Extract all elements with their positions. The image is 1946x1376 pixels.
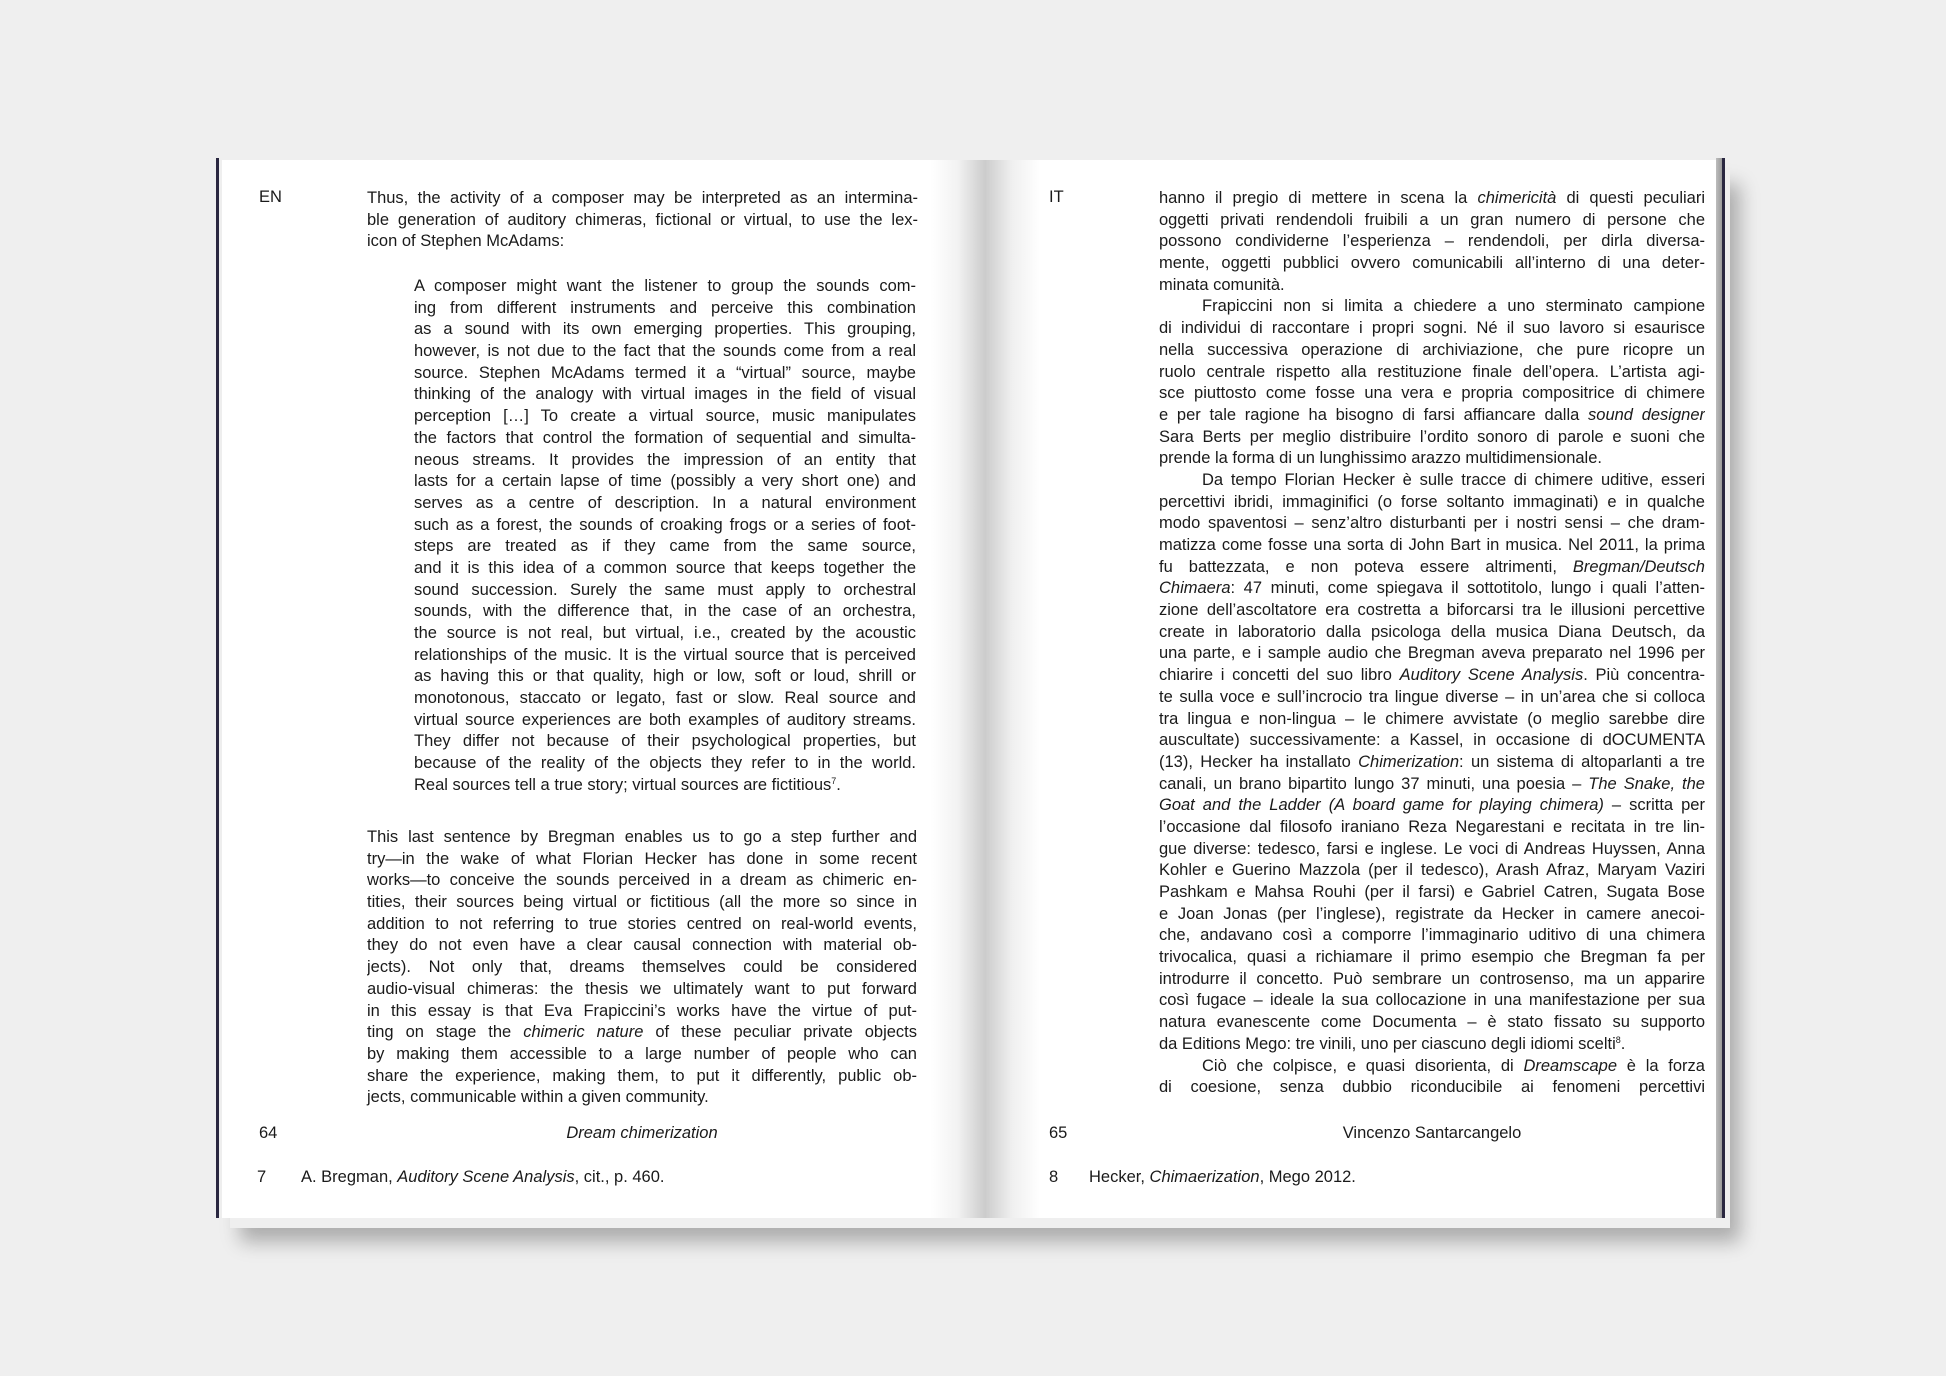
text-run: sce piuttosto come fosse una vera e propria compositrice di chimere (1159, 384, 1705, 403)
text-run: jects). Not only that, dreams themselves could be considered (367, 958, 917, 977)
text-run: however, is not due to the fact that the sounds come from a real (414, 342, 916, 361)
text-run: sounds, with the difference that, in the case of an orchestra, (414, 602, 916, 621)
text-line (1159, 709, 1705, 731)
text-run: and it is this idea of a common source that keeps together the (414, 558, 916, 577)
language-label-it: IT (1049, 188, 1064, 206)
text-line (1159, 535, 1705, 557)
text-run: : 47 minuti, come spiegava il sottotitolo, lungo i quali l’atten- (1230, 579, 1705, 598)
text-run: nella successiva operazione di archiviazione, che pure ricopre un (1159, 340, 1705, 359)
text-line (414, 493, 916, 515)
text-line (1159, 492, 1705, 514)
text-run: of these peculiar private objects (643, 1023, 917, 1042)
text-run: because of the reality of the objects they refer to in the world. (414, 754, 916, 773)
text-run: Thus, the activity of a composer may be interpreted as an intermina- (367, 189, 918, 207)
text-run: è la forza (1617, 1056, 1705, 1075)
text-run: e Joan Jonas (per l’inglese), registrate da Hecker in camere anecoi- (1159, 904, 1705, 923)
text-run: modo spaventosi – senz’altro disturbanti per i nostri sensi – che dram- (1159, 514, 1705, 533)
text-line (367, 957, 917, 979)
block-quote (414, 276, 916, 797)
text-line (414, 558, 916, 580)
text-line (367, 892, 917, 914)
text-run: try—in the wake of what Florian Hecker has done in some recent (367, 849, 917, 868)
text-line (1159, 795, 1705, 817)
text-run: di coesione, senza dubbio riconducibile ai fenomeni percettivi (1159, 1078, 1705, 1097)
text-run: jects, communicable within a given community. (367, 1088, 709, 1107)
text-line (1159, 1077, 1705, 1099)
text-line (1159, 470, 1705, 492)
text-run: hanno il pregio di mettere in scena la (1159, 189, 1478, 207)
text-line (367, 188, 918, 210)
text-line (1159, 1056, 1705, 1078)
footnote-reference: 7 (831, 775, 837, 786)
italic-text: sound designer (1588, 405, 1705, 424)
text-run: A composer might want the listener to group the sounds com- (414, 277, 916, 295)
text-run: fu battezzata, e non poteva essere altrimenti, (1159, 557, 1573, 576)
footnote-text-left (301, 1168, 665, 1187)
text-run: This last sentence by Bregman enables us to go a step further and (367, 828, 917, 846)
text-run: Real sources tell a true story; virtual sources are fictitious (414, 775, 832, 794)
text-run: Hecker, (1089, 1168, 1150, 1186)
text-line (414, 384, 916, 406)
text-line (414, 710, 916, 732)
text-run: steps are treated as if they came from the same source, (414, 537, 916, 556)
italic-text: Auditory Scene Analysis (397, 1168, 575, 1186)
text-run: share the experience, making them, to put it differently, public ob- (367, 1066, 917, 1085)
text-run: source. Stephen McAdams termed it a “virtual” source, maybe (414, 363, 916, 382)
italic-text: Auditory Scene Analysis (1399, 666, 1584, 685)
text-line (1159, 210, 1705, 232)
text-line (367, 870, 917, 892)
text-line (414, 623, 916, 645)
text-line (414, 341, 916, 363)
text-line (414, 580, 916, 602)
text-run: by making them accessible to a large number of people who can (367, 1044, 917, 1063)
text-line (414, 536, 916, 558)
italic-text: Chimaera (1159, 579, 1231, 598)
text-run: icon of Stephen McAdams: (367, 232, 565, 251)
text-line (414, 471, 916, 493)
text-line (414, 406, 916, 428)
footnote-text-right (1089, 1168, 1356, 1187)
italic-text: Goat and the Ladder (A board game for playing chimera) (1159, 796, 1604, 815)
text-run: relationships of the music. It is the virtual source that is perceived (414, 645, 916, 664)
text-run: trivocalica, quasi a richiamare il primo esempio che Bregman fa per (1159, 948, 1705, 967)
text-run: Sara Berts per meglio distribuire l’ordito sonoro di parole e suoni che (1159, 427, 1705, 446)
text-line (1159, 1012, 1705, 1034)
text-line (1159, 752, 1705, 774)
text-line (414, 666, 916, 688)
text-run: Frapiccini non si limita a chiedere a uno sterminato campione (1202, 297, 1705, 316)
text-line (1159, 990, 1705, 1012)
text-line (1159, 600, 1705, 622)
text-run: ruolo centrale rispetto alla restituzione finale dell’opera. L’artista agi- (1159, 362, 1705, 381)
body-paragraph (367, 827, 917, 1109)
text-line (367, 1044, 917, 1066)
text-line (1159, 362, 1705, 384)
italic-text: chimeric nature (523, 1023, 644, 1042)
text-line (1159, 340, 1705, 362)
running-head-right: Vincenzo Santarcangelo (1342, 1124, 1522, 1142)
text-run: da Editions Mego: tre vinili, uno per ciascuno degli idiomi scelti (1159, 1034, 1616, 1053)
text-line (367, 1066, 917, 1088)
text-run: perception […] To create a virtual source, music manipulates (414, 407, 916, 426)
text-line (367, 914, 917, 936)
text-run: tra lingua e non-lingua – le chimere avvistate (o meglio sarebbe dire (1159, 709, 1705, 728)
text-run: prende la forma di un lunghissimo arazzo multidimensionale. (1159, 449, 1602, 468)
text-run: una parte, e i sample audio che Bregman aveva preparato nel 1996 per (1159, 644, 1705, 663)
text-line (414, 645, 916, 667)
text-line (414, 515, 916, 537)
text-line (1159, 405, 1705, 427)
text-run: l’occasione dal filosofo iraniano Reza Negarestani e recitata in tre lin- (1159, 817, 1705, 836)
book-edge-left (216, 158, 219, 1218)
text-run: gue diverse: tedesco, farsi e inglese. Le voci di Andreas Huyssen, Anna (1159, 839, 1705, 858)
text-line (367, 849, 917, 871)
text-line (367, 210, 918, 232)
text-run: possono condividerne l’esperienza – rendendoli, per dirla diversa- (1159, 232, 1705, 251)
text-run: di questi peculiari (1556, 189, 1705, 207)
text-line (1159, 904, 1705, 926)
text-line (1159, 687, 1705, 709)
text-line (1159, 860, 1705, 882)
text-line (414, 753, 916, 775)
text-run: – scritta per (1603, 796, 1705, 815)
text-run: They differ not because of their psychological properties, but (414, 732, 916, 751)
text-run: . (1620, 1034, 1626, 1053)
text-run: minata comunità. (1159, 275, 1285, 294)
text-line (1159, 318, 1705, 340)
intro-paragraph (367, 188, 918, 253)
text-run: Pashkam e Mahsa Rouhi (per il farsi) e Gabriel Catren, Sugata Bose (1159, 883, 1705, 901)
text-line (1159, 622, 1705, 644)
text-run: : un sistema di altoparlanti a tre (1459, 752, 1705, 771)
text-run: zione dell’ascoltatore era costretta a biforcarsi tra le illusioni percettive (1159, 601, 1705, 620)
text-line (1159, 839, 1705, 861)
text-run: auscultate) successivamente: a Kassel, in occasione di dOCUMENTA (1159, 731, 1705, 750)
text-run: introdurre il concetto. Può sembrare un controsenso, ma un apparire (1159, 969, 1705, 988)
text-line (1159, 383, 1705, 405)
footnote-number-left: 7 (257, 1168, 267, 1186)
text-line (414, 428, 916, 450)
text-line (1159, 925, 1705, 947)
body-paragraph (1159, 188, 1705, 1099)
italic-text: Bregman/Deutsch (1572, 557, 1705, 576)
italic-text: chimericità (1477, 189, 1557, 207)
text-run: in this essay is that Eva Frapiccini’s works have the virtue of put- (367, 1001, 917, 1020)
text-line (414, 601, 916, 623)
text-line (1159, 427, 1705, 449)
text-run: oggetti privati rendendoli fruibili a un gran numero di persone che (1159, 210, 1705, 229)
text-run: , cit., p. 460. (574, 1168, 665, 1186)
text-line (367, 1022, 917, 1044)
italic-text: Chimaerization (1149, 1168, 1260, 1186)
text-line (1159, 275, 1705, 297)
text-run: virtual source experiences are both examples of auditory streams. (414, 710, 916, 729)
text-run: they do not even have a clear causal connection with material ob- (367, 936, 917, 955)
text-line (1159, 448, 1705, 470)
text-run: serves as a centre of description. In a natural environment (414, 493, 916, 512)
text-run: , Mego 2012. (1259, 1168, 1356, 1186)
text-line (414, 276, 916, 298)
text-line (414, 319, 916, 341)
text-run: Ciò che colpisce, e quasi disorienta, di (1202, 1056, 1524, 1075)
text-run: thinking of the analogy with virtual images in the field of visual (414, 385, 916, 404)
text-line (1159, 557, 1705, 579)
text-run: . (836, 775, 841, 794)
italic-text: Chimerization (1358, 752, 1460, 771)
text-line (1159, 253, 1705, 275)
book-gutter (930, 160, 1040, 1218)
text-run: the source is not real, but virtual, i.e., created by the acoustic (414, 624, 916, 642)
text-line (1159, 643, 1705, 665)
text-line (367, 1001, 917, 1023)
text-run: che, andavano così a comporre l’immaginario uditivo di una chimera (1159, 926, 1705, 945)
text-run: percettivi ibridi, immaginifici (o forse soltanto immaginati) e in qualche (1159, 492, 1705, 511)
text-line (1159, 969, 1705, 991)
page-number-left: 64 (259, 1124, 278, 1142)
text-run: A. Bregman, (301, 1168, 398, 1186)
text-run: mente, oggetti pubblici ovvero comunicabili all’interno di una deter- (1159, 254, 1705, 273)
italic-text: Dreamscape (1523, 1056, 1617, 1075)
text-line (1159, 231, 1705, 253)
text-run: such as a forest, the sounds of croaking frogs or a series of foot- (414, 515, 916, 534)
text-line (367, 231, 918, 253)
language-label-en: EN (259, 188, 282, 206)
text-line (414, 363, 916, 385)
text-run: the factors that control the formation of sequential and simulta- (414, 428, 916, 447)
text-run: e per tale ragione ha bisogno di farsi affiancare dalla (1159, 405, 1589, 424)
text-run: as a sound with its own emerging properties. This grouping, (414, 320, 916, 339)
text-run: audio-visual chimeras: the thesis we ultimately want to put forward (367, 979, 917, 998)
text-run: Da tempo Florian Hecker è sulle tracce di chimere uditive, esseri (1202, 470, 1705, 489)
italic-text: The Snake, the (1588, 774, 1705, 793)
text-run: tities, their sources being virtual or fictitious (all the more so since in (367, 893, 917, 912)
text-run: natura evanescente come Documenta – è stato fissato su supporto (1159, 1013, 1705, 1032)
text-line (367, 935, 917, 957)
text-line (1159, 296, 1705, 318)
text-line (1159, 817, 1705, 839)
text-line (1159, 188, 1705, 210)
text-run: Kohler e Guerino Mazzola (per il tedesco), Arash Afraz, Maryam Vaziri (1159, 861, 1705, 880)
text-line (414, 450, 916, 472)
text-line (367, 979, 917, 1001)
text-run: di individui di raccontare i propri sogni. Né il suo lavoro si esaurisce (1159, 319, 1705, 338)
text-line (1159, 947, 1705, 969)
text-run: as having this or that quality, high or low, soft or loud, shrill or (414, 667, 916, 686)
text-line (1159, 730, 1705, 752)
text-run: matizza come fosse una sorta di John Bart in musica. Nel 2011, la prima (1159, 536, 1705, 554)
text-run: create in laboratorio dalla psicologa della musica Diana Deutsch, da (1159, 622, 1705, 641)
text-line (414, 298, 916, 320)
text-run: ing from different instruments and perceive this combination (414, 298, 916, 317)
footnote-number-right: 8 (1049, 1168, 1059, 1186)
text-line (1159, 578, 1705, 600)
text-run: così fugace – ideale la sua collocazione in una manifestazione per sua (1159, 991, 1705, 1010)
text-run: sound succession. Surely the same must apply to orchestral (414, 580, 916, 599)
text-line (1159, 774, 1705, 796)
text-run: (13), Hecker ha installato (1159, 752, 1359, 771)
text-run: canali, un brano bipartito lungo 37 minuti, una poesia – (1159, 774, 1589, 793)
text-line (414, 731, 916, 753)
text-run: monotonous, staccato or legato, fast or slow. Real source and (414, 689, 916, 708)
text-run: te sulla voce e sull’incrocio tra lingue diverse – in un’area che si colloca (1159, 687, 1705, 706)
text-run: ting on stage the (367, 1023, 524, 1042)
page-number-right: 65 (1049, 1124, 1068, 1142)
text-run: neous streams. It provides the impression of an entity that (414, 450, 916, 469)
text-line (1159, 882, 1705, 904)
book-edge-right (1722, 158, 1725, 1218)
text-line (414, 688, 916, 710)
text-run: addition to not referring to true stories centred on real-world events, (367, 914, 917, 933)
text-line (1159, 513, 1705, 535)
text-line (367, 827, 917, 849)
text-run: chiarire i concetti del suo libro (1159, 666, 1400, 685)
text-run: . Più concentra- (1583, 666, 1705, 685)
text-run: lasts for a certain lapse of time (possibly a very short one) and (414, 472, 916, 491)
running-head-left: Dream chimerization (566, 1124, 718, 1142)
text-line (367, 1087, 917, 1109)
footnote-reference: 8 (1615, 1034, 1621, 1045)
text-line (414, 775, 916, 797)
text-line (1159, 665, 1705, 687)
text-run: works—to conceive the sounds perceived in a dream as chimeric en- (367, 871, 917, 890)
text-line (1159, 1034, 1705, 1056)
text-run: ble generation of auditory chimeras, fictional or virtual, to use the lex- (367, 210, 918, 229)
